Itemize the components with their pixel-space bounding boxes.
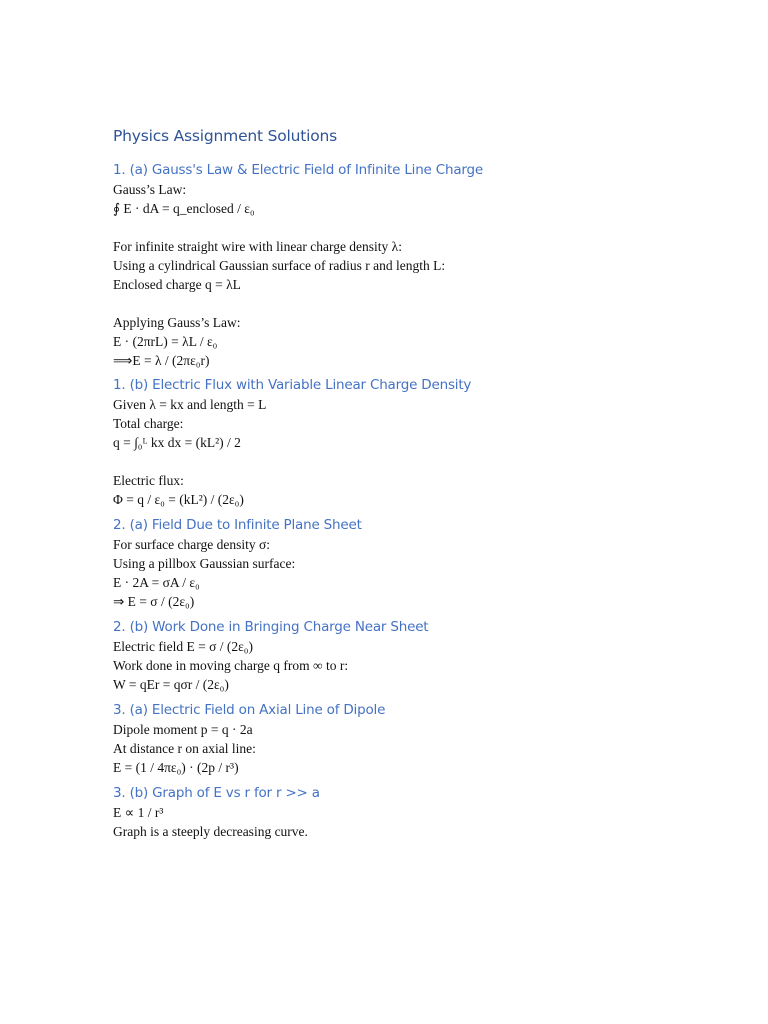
- blank-line: [113, 452, 713, 471]
- section-heading: 1. (b) Electric Flux with Variable Linear Charge Density: [113, 377, 472, 393]
- text-line: Φ = q / ε₀ = (kL²) / (2ε₀): [113, 492, 244, 507]
- text-line: E · (2πrL) = λL / ε₀: [113, 334, 218, 349]
- section: [113, 783, 713, 841]
- text-line: At distance r on axial line:: [113, 741, 256, 756]
- section-heading: 3. (a) Electric Field on Axial Line of Dipole: [113, 702, 386, 718]
- section-heading: 2. (a) Field Due to Infinite Plane Sheet: [113, 517, 362, 533]
- text-line: ∮ E · dA = q_enclosed / ε₀: [113, 201, 255, 216]
- text-line: For infinite straight wire with linear charge density λ:: [113, 239, 402, 254]
- section-heading: 1. (a) Gauss's Law & Electric Field of Infinite Line Charge: [113, 162, 483, 178]
- document-body: [113, 124, 713, 841]
- document-title: Physics Assignment Solutions: [113, 127, 338, 145]
- blank-line: [113, 218, 713, 237]
- section-heading: 2. (b) Work Done in Bringing Charge Near Sheet: [113, 619, 429, 635]
- text-line: For surface charge density σ:: [113, 537, 270, 552]
- text-line: Using a cylindrical Gaussian surface of radius r and length L:: [113, 258, 446, 273]
- text-line: ⟹E = λ / (2πε₀r): [113, 353, 210, 368]
- section: [113, 700, 713, 777]
- text-line: Given λ = kx and length = L: [113, 397, 267, 412]
- text-line: Electric flux:: [113, 473, 184, 488]
- section: [113, 160, 713, 370]
- text-line: W = qEr = qσr / (2ε₀): [113, 677, 229, 692]
- text-line: ⇒ E = σ / (2ε₀): [113, 594, 195, 609]
- sections-container: [113, 160, 713, 841]
- text-line: Total charge:: [113, 416, 184, 431]
- text-line: Work done in moving charge q from ∞ to r:: [113, 658, 349, 673]
- text-line: Using a pillbox Gaussian surface:: [113, 556, 296, 571]
- text-line: E = (1 / 4πε₀) · (2p / r³): [113, 760, 239, 775]
- text-line: q = ∫₀ᴸ kx dx = (kL²) / 2: [113, 435, 241, 450]
- section: [113, 617, 713, 694]
- text-line: E ∝ 1 / r³: [113, 805, 164, 820]
- section: [113, 375, 713, 509]
- text-line: Graph is a steeply decreasing curve.: [113, 824, 308, 839]
- text-line: Enclosed charge q = λL: [113, 277, 241, 292]
- section-heading: 3. (b) Graph of E vs r for r >> a: [113, 785, 320, 801]
- text-line: E · 2A = σA / ε₀: [113, 575, 200, 590]
- text-line: Dipole moment p = q · 2a: [113, 722, 253, 737]
- title-spacer: [113, 148, 713, 160]
- section: [113, 515, 713, 611]
- blank-line: [113, 294, 713, 313]
- text-line: Applying Gauss’s Law:: [113, 315, 241, 330]
- text-line: Electric field E = σ / (2ε₀): [113, 639, 253, 654]
- text-line: Gauss’s Law:: [113, 182, 187, 197]
